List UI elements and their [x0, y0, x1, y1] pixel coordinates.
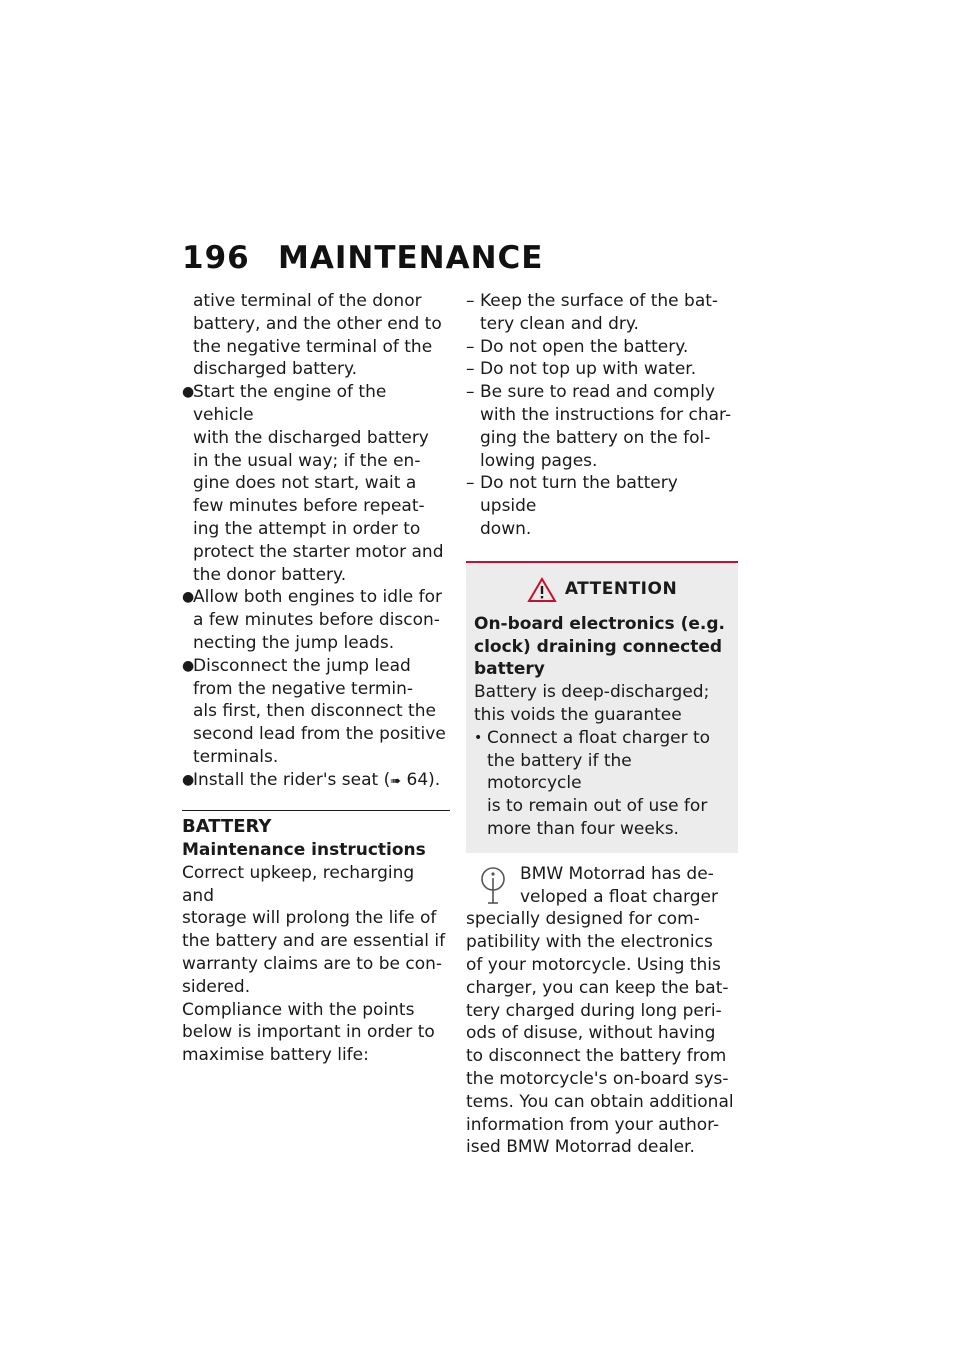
text-line: few minutes before repeat- — [193, 496, 425, 517]
section-heading: BATTERY — [182, 816, 272, 838]
dash-marker: – — [466, 336, 475, 357]
text-line: with the instructions for char- — [480, 404, 732, 425]
page-reference-arrow-icon[interactable]: ➠ — [390, 773, 402, 789]
text-line: Do not open the battery. — [480, 336, 689, 357]
text-line: Be sure to read and comply — [480, 382, 716, 403]
text-line: Battery is deep-discharged; — [474, 682, 710, 703]
text-line: of your motorcycle. Using this — [466, 954, 721, 975]
text-line: the battery if the motorcycle — [487, 750, 632, 794]
text-line: ods of disuse, without having — [466, 1023, 716, 1044]
text-line: down. — [480, 518, 532, 539]
paragraph — [182, 862, 450, 999]
text-line: below is important in order to — [182, 1022, 435, 1043]
text-line: Correct upkeep, recharging and — [182, 862, 415, 906]
text-line: necting the jump leads. — [193, 632, 395, 653]
chapter-title: MAINTENANCE — [278, 240, 544, 276]
page-number: 196 — [182, 240, 250, 276]
bullet-icon: • — [474, 729, 483, 746]
subheading: Maintenance instructions — [182, 840, 426, 861]
text-line: maximise battery life: — [182, 1045, 369, 1066]
text-line: ging the battery on the fol- — [480, 427, 711, 448]
text-line: Connect a float charger to — [487, 727, 711, 748]
list-item — [182, 586, 450, 654]
text-line: with the discharged battery — [193, 427, 429, 448]
closing-punct: ). — [428, 769, 441, 790]
text-line: patibility with the electronics — [466, 932, 713, 953]
attention-box — [466, 561, 738, 853]
list-item — [182, 769, 450, 794]
attention-label: ATTENTION — [564, 579, 678, 600]
dash-marker: – — [466, 359, 475, 380]
text-line: charger, you can keep the bat- — [466, 977, 729, 998]
page-header — [182, 240, 543, 276]
text-line: tery charged during long peri- — [466, 1000, 722, 1021]
text-line: information from your author- — [466, 1114, 720, 1135]
dash-item — [466, 381, 738, 472]
left-column — [182, 290, 450, 1067]
dash-item — [466, 358, 738, 381]
info-note — [466, 863, 738, 1159]
text-line: is to remain out of use for — [487, 796, 708, 817]
text-line: a few minutes before discon- — [193, 610, 440, 631]
list-item — [182, 381, 450, 586]
text-line: Allow both engines to idle for — [193, 587, 443, 608]
page-reference[interactable]: 64 — [406, 769, 429, 790]
text-line: the donor battery. — [193, 564, 347, 585]
text-line: sidered. — [182, 976, 251, 997]
text-line: this voids the guarantee — [474, 704, 682, 725]
text-line: Start the engine of the vehicle — [193, 382, 387, 425]
text-line: ative terminal of the donor — [193, 291, 422, 311]
bullet-icon: ● — [182, 771, 195, 788]
text-line: the negative terminal of the — [193, 336, 433, 357]
right-column — [466, 290, 738, 1159]
text-line: in the usual way; if the en- — [193, 450, 421, 471]
text-line: veloped a float charger — [520, 886, 718, 907]
text-line: specially designed for com- — [466, 909, 700, 930]
text-line: battery, and the other end to — [193, 313, 442, 334]
list-item — [182, 655, 450, 769]
paragraph — [182, 999, 450, 1067]
text-line: warranty claims are to be con- — [182, 954, 443, 975]
bullet-icon: ● — [182, 589, 195, 606]
text-line: the motorcycle's on-board sys- — [466, 1068, 729, 1089]
dash-marker: – — [466, 473, 475, 494]
text-line: Do not turn the battery upside — [480, 473, 678, 517]
text-line: Keep the surface of the bat- — [480, 291, 719, 311]
section-divider — [182, 810, 450, 812]
attention-body — [474, 681, 730, 727]
text-line: BMW Motorrad has de- — [520, 863, 714, 884]
attention-header — [474, 577, 730, 603]
text-line: als first, then disconnect the — [193, 701, 436, 722]
bullet-icon: ● — [182, 657, 195, 674]
continued-text — [182, 290, 450, 381]
text-line: second lead from the positive — [193, 724, 446, 745]
dash-item — [466, 336, 738, 359]
text-line: from the negative termin- — [193, 678, 414, 699]
text-line: Disconnect the jump lead — [193, 655, 411, 676]
text-line: ised BMW Motorrad dealer. — [466, 1137, 695, 1158]
dash-marker: – — [466, 382, 475, 403]
info-icon — [478, 867, 508, 907]
text-line: more than four weeks. — [487, 818, 679, 839]
text-line: Do not top up with water. — [480, 359, 697, 380]
text-line: discharged battery. — [193, 359, 358, 380]
text-line: clock) draining connected — [474, 636, 723, 657]
attention-title — [474, 613, 730, 681]
text-line: to disconnect the battery from — [466, 1046, 727, 1067]
text-line: gine does not start, wait a — [193, 473, 417, 494]
text-line: terminals. — [193, 746, 279, 767]
seat-instruction-text: Install the rider's seat ( — [193, 769, 391, 790]
text-line: On-board electronics (e.g. — [474, 613, 725, 634]
text-line: protect the starter motor and — [193, 541, 444, 562]
text-line — [193, 769, 450, 794]
text-line: ing the attempt in order to — [193, 518, 421, 539]
list-item — [474, 727, 730, 841]
text-line: storage will prolong the life of — [182, 908, 437, 929]
dash-item — [466, 472, 738, 540]
text-line: tery clean and dry. — [480, 313, 639, 334]
text-line: lowing pages. — [480, 450, 598, 471]
dash-item — [466, 290, 738, 336]
text-line: Compliance with the points — [182, 999, 415, 1020]
text-line: battery — [474, 659, 545, 680]
bullet-icon: ● — [182, 384, 195, 401]
warning-triangle-icon — [527, 577, 557, 603]
dash-marker: – — [466, 291, 475, 311]
text-line: tems. You can obtain additional — [466, 1091, 734, 1112]
text-line: the battery and are essential if — [182, 931, 446, 952]
